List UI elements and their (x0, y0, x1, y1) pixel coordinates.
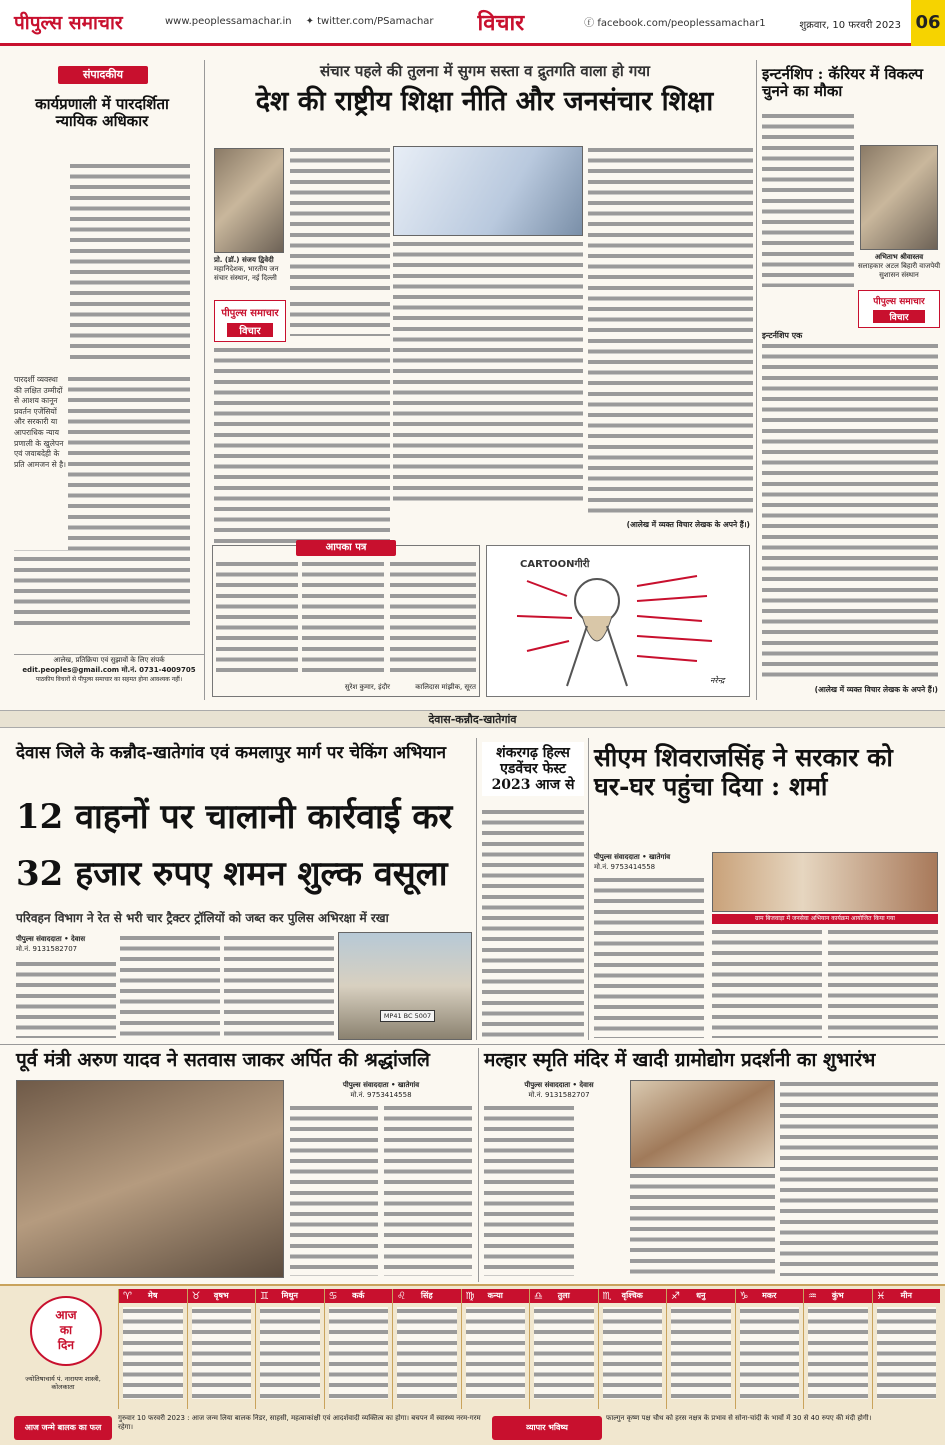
market-forecast-tag: व्यापार भविष्य (492, 1416, 602, 1440)
zodiac-symbol-icon: ♓ (876, 1291, 886, 1302)
story3-body-2 (712, 928, 822, 1038)
zodiac-sign-name (873, 1289, 941, 1303)
twitter-link[interactable] (306, 16, 434, 27)
pull-quote: पारदर्शी व्यवस्था की लक्षित उम्मीदों से आशय कानून प्रवर्तन एजेंसियों और सरकारी या आपराधिक न्याय प्रणाली के खुलेपन एवं जवाबदेही के प्रति आमजन से है। (14, 375, 68, 550)
zodiac-label: कर्क (352, 1291, 365, 1300)
vehicle-plate: MP41 BC 5007 (380, 1010, 435, 1022)
story4-body-2 (384, 1104, 472, 1276)
zodiac-sign-name (119, 1289, 187, 1303)
zodiac-sign-name (188, 1289, 256, 1303)
story1-phone: मो.नं. 9131582707 (16, 945, 78, 953)
internship-note: (आलेख में व्यक्त विचार लेखक के अपने हैं।) (814, 685, 938, 694)
twitter-icon: ✦ (305, 16, 318, 27)
zodiac-sign-5 (392, 1289, 461, 1409)
story2-headline: शंकरगढ़ हिल्स एडवेंचर फेस्ट 2023 आज से (482, 742, 584, 796)
zodiac-prediction (671, 1307, 731, 1399)
zodiac-prediction (260, 1307, 320, 1399)
editorial-tag: संपादकीय (58, 66, 148, 84)
zodiac-sign-10 (735, 1289, 804, 1409)
zodiac-sign-3 (255, 1289, 324, 1409)
story5-headline: मल्हार स्मृति मंदिर में खादी ग्रामोद्योग प्रदर्शनी का शुभारंभ (484, 1049, 876, 1071)
section-title: विचार (477, 9, 525, 36)
logo[interactable]: पीपुल्स समाचार (14, 11, 123, 34)
main-note: (आलेख में व्यक्त विचार लेखक के अपने हैं।) (626, 520, 750, 529)
story3-headline: सीएम शिवराजसिंह ने सरकार को घर-घर पहुंचा दिया : शर्मा (594, 743, 893, 801)
zodiac-label: वृश्चिक (621, 1291, 643, 1300)
zodiac-prediction (466, 1307, 526, 1399)
internship-body-2 (762, 342, 938, 682)
letter-2 (302, 560, 384, 678)
story1-body-2 (120, 934, 220, 1038)
zodiac-label: कुंभ (831, 1291, 844, 1300)
author-photo (214, 148, 284, 253)
tech-illustration (393, 146, 583, 236)
story5-body-3 (780, 1080, 938, 1276)
zodiac-symbol-icon: ♊ (260, 1291, 269, 1302)
zodiac-sign-8 (598, 1289, 667, 1409)
story3-photo (712, 852, 938, 912)
main-body-5 (588, 146, 753, 514)
zodiac-sign-name (599, 1289, 667, 1303)
internship-brand-section: विचार (873, 310, 925, 323)
story1-kicker: देवास जिले के कन्नौद-खातेगांव एवं कमलापुर मार्ग पर चेकिंग अभियान (16, 743, 447, 763)
story5-body-2 (630, 1172, 775, 1276)
story1-byline-box (16, 934, 116, 954)
story3-body-1 (594, 876, 704, 1038)
zodiac-sign-4 (324, 1289, 393, 1409)
zodiac-label: सिंह (420, 1291, 433, 1300)
zodiac-symbol-icon: ♑ (739, 1291, 749, 1302)
zodiac-label: मीन (900, 1291, 912, 1300)
column-divider (588, 738, 589, 1040)
story4-headline: पूर्व मंत्री अरुण यादव ने सतवास जाकर अर्पित की श्रद्धांजलि (16, 1049, 430, 1071)
astrologer-note: ज्योतिषाचार्य पं. नारायण शास्त्री, कोलकाता (25, 1375, 101, 1391)
zodiac-sign-name (530, 1289, 598, 1303)
cartoon-label: CARTOONगीरी (520, 559, 590, 570)
letter-1 (216, 560, 298, 678)
badge-word-1: आज (55, 1308, 77, 1322)
story5-body-1 (484, 1104, 574, 1276)
story3-byline: पीपुल्स संवाददाता • खातेगांव (594, 853, 671, 861)
author-desc: महानिदेशक, भारतीय जन संचार संस्थान, नई दिल्ली (214, 265, 279, 282)
zodiac-symbol-icon: ♐ (671, 1291, 680, 1302)
zodiac-sign-1 (118, 1289, 187, 1409)
zodiac-symbol-icon: ♈ (123, 1291, 132, 1302)
zodiac-sign-9 (666, 1289, 735, 1409)
main-body-1 (290, 146, 390, 296)
born-today-tag: आज जन्मे बालक का फल (14, 1416, 112, 1440)
zodiac-label: मकर (762, 1291, 777, 1300)
facebook-link[interactable] (584, 14, 766, 29)
story4-photo (16, 1080, 284, 1278)
zodiac-prediction (329, 1307, 389, 1399)
region-bar: देवास-कन्नौद-खातेगांव (0, 710, 945, 728)
author-name: प्रो. (डॉ.) संजय द्विवेदी (214, 256, 274, 264)
story4-byline-box (290, 1080, 472, 1100)
main-body-3 (290, 300, 390, 336)
internship-brand-logo: पीपुल्स समाचार (873, 297, 925, 307)
zodiac-symbol-icon: ♍ (465, 1291, 475, 1302)
author-credit (214, 256, 288, 283)
main-headline: देश की राष्ट्रीय शिक्षा नीति और जनसंचार शिक्षा (255, 86, 714, 117)
zodiac-sign-name (325, 1289, 393, 1303)
zodiac-symbol-icon: ♒ (808, 1291, 817, 1302)
column-divider (478, 1048, 479, 1282)
story4-phone: मो.नं. 9753414558 (350, 1091, 412, 1099)
story3-body-3 (828, 928, 938, 1038)
internship-subhead: इन्टर्नशिप एक (762, 331, 803, 340)
story4-byline: पीपुल्स संवाददाता • खातेगांव (342, 1081, 420, 1089)
column-divider (756, 60, 757, 700)
zodiac-prediction (397, 1307, 457, 1399)
zodiac-sign-name (393, 1289, 461, 1303)
internship-body-1 (762, 112, 854, 287)
story5-photo (630, 1080, 775, 1168)
aaj-ka-din-badge (30, 1296, 102, 1366)
story1-headline-line2: 32 हजार रुपए शमन शुल्क वसूला (16, 854, 448, 894)
main-body-2 (393, 240, 583, 502)
badge-word-3: दिन (57, 1338, 75, 1352)
story1-subhead: परिवहन विभाग ने रेत से भरी चार ट्रैक्टर ट्रॉलियों को जब्त कर पुलिस अभिरक्षा में रखा (16, 911, 389, 925)
footer-disclaimer: पाठकीय विचारों से पीपुल्स समाचार का सहमत होना आवश्यक नहीं। (35, 676, 183, 683)
story1-photo (338, 932, 472, 1040)
zodiac-sign-7 (529, 1289, 598, 1409)
zodiac-prediction (740, 1307, 800, 1399)
brand-box (214, 300, 286, 342)
zodiac-label: तुला (557, 1291, 570, 1300)
zodiac-symbol-icon: ♎ (534, 1291, 543, 1302)
zodiac-label: कन्या (487, 1291, 503, 1300)
zodiac-symbol-icon: ♉ (191, 1291, 201, 1302)
letter-signature-2: कालिदास मांझीक, सूरत (415, 683, 476, 691)
zodiac-prediction (877, 1307, 937, 1399)
zodiac-label: मेष (148, 1291, 158, 1300)
zodiac-sign-name (462, 1289, 530, 1303)
website-link[interactable]: www.peoplessamachar.in (165, 16, 292, 27)
zodiac-sign-name (804, 1289, 872, 1303)
born-today-text: गुरुवार 10 फरवरी 2023 : आज जन्म लिया बालक निडर, साहसी, महत्वाकांक्षी एवं आदर्शवादी व्यक्तित्व का होगा। बचपन में स्वास्थ्य नरम-गरम रहेगा। (118, 1414, 481, 1431)
zodiac-prediction (808, 1307, 868, 1399)
zodiac-label: वृषभ (213, 1291, 229, 1300)
badge-word-2: का (59, 1323, 73, 1337)
footer-email[interactable]: edit.peoples@gmail.com मो.नं. 0731-4009705 (22, 666, 196, 674)
facebook-icon: ⓕ (584, 18, 598, 29)
story3-phone: मो.नं. 9753414558 (594, 863, 656, 871)
market-forecast-text: फाल्गुन कृष्ण पक्ष चौथ को हरस नक्षत्र के प्रभाव से सोना-चांदी के भावों में 30 से 40 रुपए की मंदी होगी। (606, 1414, 872, 1422)
zodiac-prediction (534, 1307, 594, 1399)
issue-date: शुक्रवार, 10 फरवरी 2023 (799, 20, 901, 31)
story4-body-1 (290, 1104, 378, 1276)
internship-author-desc: सलाहकार अटल बिहारी वाजपेयी सुशासन संस्थान (857, 262, 941, 279)
main-body-4 (214, 346, 390, 550)
story1-body-1 (16, 960, 116, 1038)
zodiac-sign-name (667, 1289, 735, 1303)
story1-body-3 (224, 934, 334, 1038)
story2-body (482, 808, 584, 1038)
zodiac-sign-6 (461, 1289, 530, 1409)
zodiac-sign-2 (187, 1289, 256, 1409)
zodiac-label: मिथुन (281, 1291, 298, 1300)
zodiac-sign-11 (803, 1289, 872, 1409)
story1-byline: पीपुल्स संवाददाता • देवास (16, 935, 86, 943)
zodiac-prediction (192, 1307, 252, 1399)
letter-3 (390, 560, 476, 678)
letters-title: आपका पत्र (296, 540, 396, 556)
story5-byline-box (484, 1080, 634, 1100)
column-divider (204, 60, 205, 700)
editorial-body-3 (70, 375, 190, 625)
brand-logo: पीपुल्स समाचार (221, 308, 279, 319)
editorial-title: कार्यप्रणाली में पारदर्शिता न्यायिक अधिकार (35, 95, 169, 131)
internship-author-name: अभिताभ श्रीवास्तव (874, 253, 924, 261)
story1-headline-line1: 12 वाहनों पर चालानी कार्रवाई कर (16, 797, 453, 837)
zodiac-symbol-icon: ♋ (328, 1291, 338, 1302)
internship-headline: इन्टर्नशिप : कॅरियर में विकल्प चुनने का मौका (762, 65, 924, 101)
footer-contact-label: आलेख, प्रतिक्रिया एवं सुझावों के लिए संपर्क (53, 656, 165, 664)
letter-signature-1: सुरेश कुमार, इंदौर (344, 683, 390, 691)
masthead (0, 0, 945, 46)
story3-byline-box (594, 852, 709, 872)
editorial-body (70, 162, 190, 362)
brand-section: विचार (227, 323, 273, 337)
zodiac-prediction (603, 1307, 663, 1399)
zodiac-symbol-icon: ♌ (397, 1291, 406, 1302)
zodiac-symbol-icon: ♏ (602, 1291, 612, 1302)
zodiac-sign-12 (872, 1289, 941, 1409)
internship-author-photo (860, 145, 938, 250)
twitter-text: twitter.com/PSamachar (317, 16, 434, 27)
cartoon-signature: नरेन्द्र (710, 676, 725, 685)
internship-author-credit (855, 253, 943, 280)
facebook-text: facebook.com/peoplessamachar1 (597, 18, 766, 29)
main-kicker: संचार पहले की तुलना में सुगम सस्ता व द्रुतगति वाला हो गया (320, 62, 650, 80)
page-number: 06 (911, 0, 945, 46)
zodiac-prediction (123, 1307, 183, 1399)
story5-byline: पीपुल्स संवाददाता • देवास (524, 1081, 594, 1089)
zodiac-sign-name (256, 1289, 324, 1303)
internship-brand-box (858, 290, 940, 328)
editorial-footer (14, 654, 204, 694)
column-divider (476, 738, 477, 1040)
zodiac-sign-name (736, 1289, 804, 1303)
row-divider (0, 1044, 945, 1045)
story5-phone: मो.नं. 9131582707 (528, 1091, 590, 1099)
story3-photo-caption: ग्राम बिजवाड़ा में जनसेवा अभियान कार्यक्रम आयोजित किया गया (712, 914, 938, 924)
zodiac-label: धनु (696, 1291, 706, 1300)
